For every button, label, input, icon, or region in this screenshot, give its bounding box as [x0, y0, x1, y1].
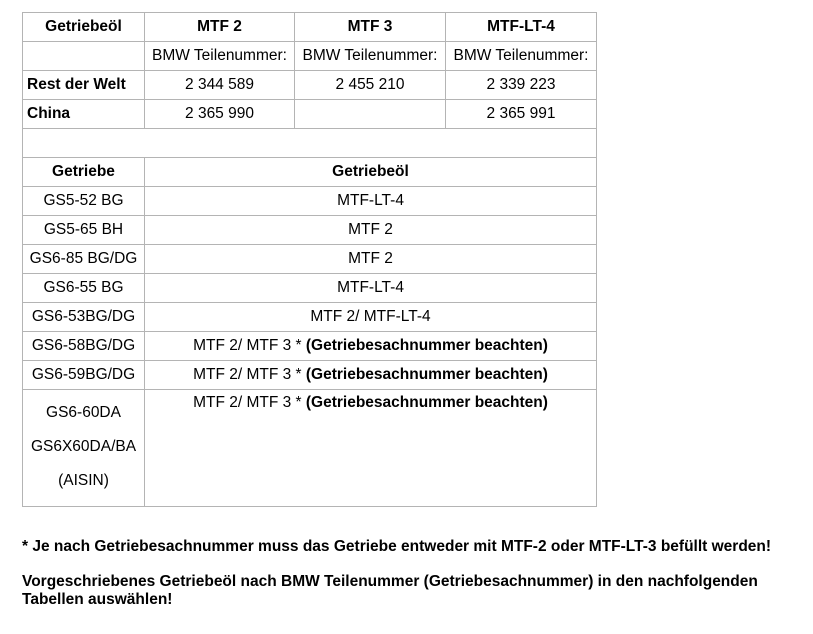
- header-getriebeoel-2: Getriebeöl: [145, 158, 597, 187]
- subheader-empty: [23, 42, 145, 71]
- subheader-mtf-lt-4: BMW Teilenummer:: [446, 42, 597, 71]
- oil-table: [22, 12, 597, 507]
- header-mtf-lt-4: MTF-LT-4: [446, 13, 597, 42]
- oil-value: MTF 2/ MTF-LT-4: [310, 308, 431, 325]
- header-getriebe: Getriebe: [23, 158, 145, 187]
- part-number-cell: [295, 100, 446, 129]
- oil-value: MTF-LT-4: [337, 279, 404, 296]
- table2-row: [23, 361, 597, 390]
- oil-note: (Getriebesachnummer beachten): [305, 366, 548, 383]
- gearbox-cell: GS5-65 BH: [23, 216, 145, 245]
- subheader-mtf3: BMW Teilenummer:: [295, 42, 446, 71]
- table1-row-rest-der-welt: [23, 71, 597, 100]
- oil-note: (Getriebesachnummer beachten): [305, 394, 548, 411]
- oil-value: MTF 2: [348, 250, 393, 267]
- table1-subheader-row: [23, 42, 597, 71]
- gearbox-cell-multiline: [23, 390, 145, 507]
- spacer-row: [23, 129, 597, 158]
- gearbox-cell: GS6-59BG/DG: [23, 361, 145, 390]
- notes: [22, 538, 802, 626]
- oil-value: MTF 2: [348, 221, 393, 238]
- region-cell: China: [23, 100, 145, 129]
- gearbox-cell: GS6-85 BG/DG: [23, 245, 145, 274]
- oil-note: (Getriebesachnummer beachten): [305, 337, 548, 354]
- table2-row-aisin: [23, 390, 597, 507]
- gearbox-cell: GS6-53BG/DG: [23, 303, 145, 332]
- gearbox-line: GS6X60DA/BA: [30, 438, 137, 455]
- instruction: Vorgeschriebenes Getriebeöl nach BMW Teilenummer (Getriebesachnummer) in den nachfolgenden Tabellen auswählen!: [22, 573, 758, 608]
- oil-cell: [145, 216, 597, 245]
- oil-value: MTF 2/ MTF 3 *: [193, 366, 306, 383]
- subheader-mtf2: BMW Teilenummer:: [145, 42, 295, 71]
- oil-cell: [145, 245, 597, 274]
- spacer-cell: [23, 129, 597, 158]
- table2-row: [23, 274, 597, 303]
- gearbox-line: (AISIN): [58, 472, 109, 489]
- oil-cell: [145, 390, 597, 507]
- oil-value: MTF 2/ MTF 3 *: [193, 337, 306, 354]
- table2-row: [23, 216, 597, 245]
- region-cell: Rest der Welt: [23, 71, 145, 100]
- part-number-cell: 2 339 223: [446, 71, 597, 100]
- table2-row: [23, 245, 597, 274]
- oil-value: MTF-LT-4: [337, 192, 404, 209]
- table2-row: [23, 303, 597, 332]
- table1-header-row: [23, 13, 597, 42]
- part-number-cell: 2 365 990: [145, 100, 295, 129]
- part-number-cell: 2 344 589: [145, 71, 295, 100]
- oil-cell: [145, 332, 597, 361]
- header-getriebeoel: Getriebeöl: [23, 13, 145, 42]
- footnote: * Je nach Getriebesachnummer muss das Getriebe entweder mit MTF-2 oder MTF-LT-3 befüllt werden!: [22, 538, 772, 555]
- table2-row: [23, 332, 597, 361]
- part-number-cell: 2 365 991: [446, 100, 597, 129]
- gearbox-cell: GS6-58BG/DG: [23, 332, 145, 361]
- oil-cell: [145, 303, 597, 332]
- table2-header-row: [23, 158, 597, 187]
- gearbox-cell: GS5-52 BG: [23, 187, 145, 216]
- oil-cell: [145, 361, 597, 390]
- oil-cell: [145, 274, 597, 303]
- header-mtf2: MTF 2: [145, 13, 295, 42]
- table1-row-china: [23, 100, 597, 129]
- oil-cell: [145, 187, 597, 216]
- gearbox-line: GS6-60DA: [46, 404, 121, 421]
- table2-row: [23, 187, 597, 216]
- header-mtf3: MTF 3: [295, 13, 446, 42]
- gearbox-cell: GS6-55 BG: [23, 274, 145, 303]
- part-number-cell: 2 455 210: [295, 71, 446, 100]
- oil-value: MTF 2/ MTF 3 *: [193, 394, 306, 411]
